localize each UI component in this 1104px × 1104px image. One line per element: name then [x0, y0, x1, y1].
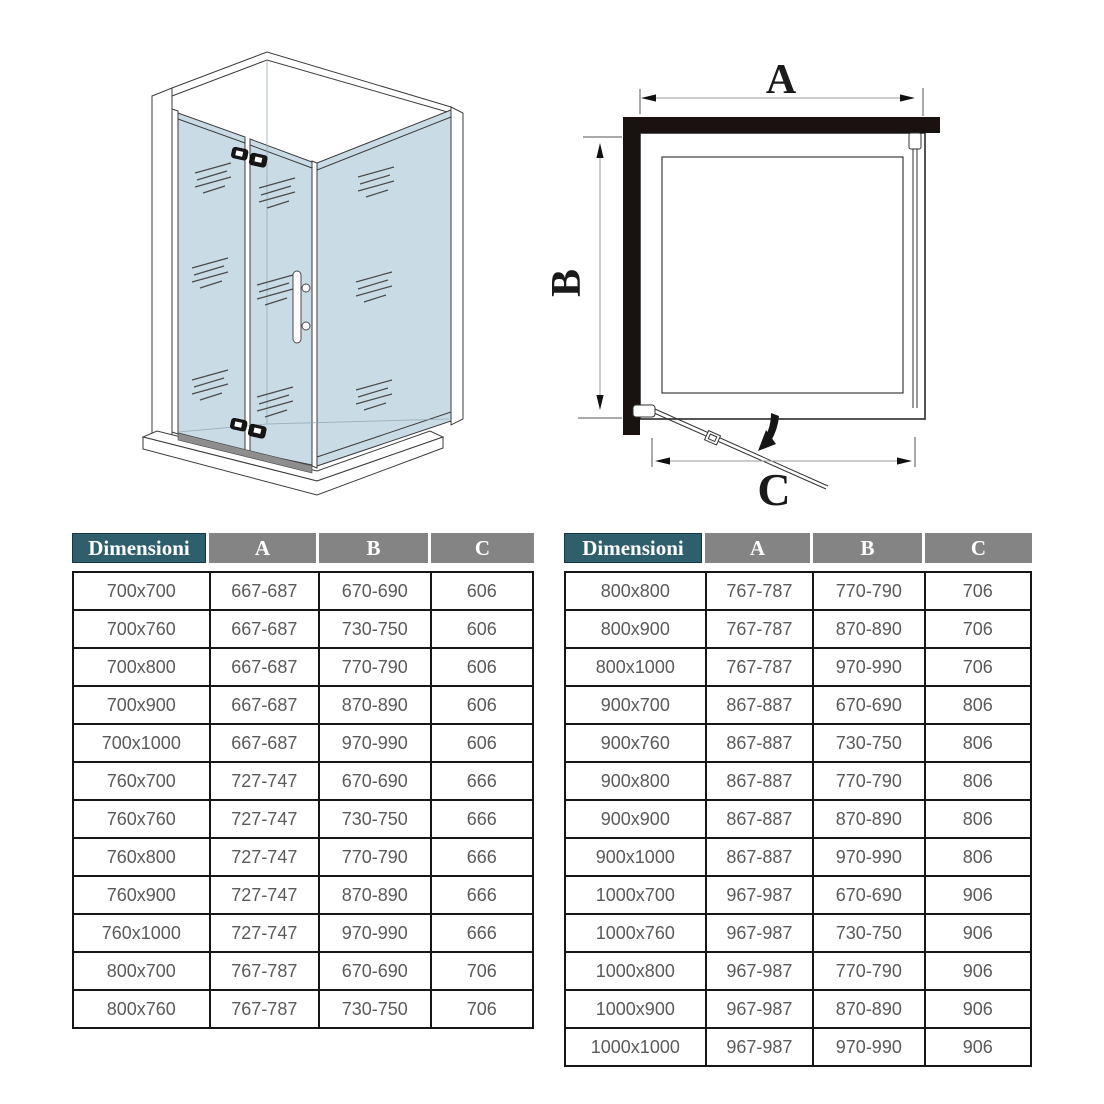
value-cell: 970-990	[319, 914, 430, 952]
spec-table-left-header	[72, 533, 534, 563]
size-cell: 900x760	[565, 724, 706, 762]
dim-label-b: B	[544, 268, 590, 298]
value-cell: 667-687	[210, 610, 319, 648]
col-header-c: C	[431, 533, 534, 563]
size-cell: 700x700	[73, 572, 210, 610]
spec-row	[565, 610, 1031, 648]
value-cell: 727-747	[210, 800, 319, 838]
spec-row	[73, 800, 533, 838]
dim-label-a: A	[765, 57, 797, 103]
value-cell: 867-887	[706, 686, 813, 724]
value-cell: 666	[431, 914, 534, 952]
value-cell: 867-887	[706, 762, 813, 800]
value-cell: 730-750	[813, 914, 924, 952]
spec-row	[73, 610, 533, 648]
spec-row	[565, 724, 1031, 762]
spec-row	[565, 990, 1031, 1028]
value-cell: 706	[925, 648, 1031, 686]
size-cell: 800x700	[73, 952, 210, 990]
dimension-a	[640, 57, 923, 116]
col-header-c: C	[925, 533, 1032, 563]
value-cell: 670-690	[319, 952, 430, 990]
spec-row	[73, 876, 533, 914]
dim-label-c: C	[757, 464, 791, 515]
value-cell: 870-890	[813, 610, 924, 648]
value-cell: 727-747	[210, 838, 319, 876]
size-cell: 760x900	[73, 876, 210, 914]
size-cell: 760x800	[73, 838, 210, 876]
value-cell: 666	[431, 876, 534, 914]
col-header-b: B	[319, 533, 431, 563]
size-cell: 800x900	[565, 610, 706, 648]
spec-row	[73, 648, 533, 686]
size-cell: 700x760	[73, 610, 210, 648]
col-header-dimensions: Dimensioni	[72, 533, 209, 563]
size-cell: 1000x900	[565, 990, 706, 1028]
dimension-c	[652, 437, 915, 515]
spec-row	[565, 1028, 1031, 1066]
spec-row	[73, 914, 533, 952]
value-cell: 867-887	[706, 800, 813, 838]
value-cell: 667-687	[210, 572, 319, 610]
value-cell: 767-787	[210, 952, 319, 990]
value-cell: 767-787	[210, 990, 319, 1028]
size-cell: 1000x700	[565, 876, 706, 914]
value-cell: 970-990	[813, 838, 924, 876]
col-header-a: A	[705, 533, 813, 563]
value-cell: 667-687	[210, 648, 319, 686]
size-cell: 900x900	[565, 800, 706, 838]
size-cell: 700x800	[73, 648, 210, 686]
spec-table-right-body	[564, 571, 1032, 1067]
spec-table-left	[72, 533, 534, 1029]
size-cell: 800x1000	[565, 648, 706, 686]
value-cell: 906	[925, 952, 1031, 990]
value-cell: 730-750	[319, 800, 430, 838]
col-header-a: A	[209, 533, 319, 563]
size-cell: 760x700	[73, 762, 210, 800]
value-cell: 666	[431, 838, 534, 876]
value-cell: 867-887	[706, 724, 813, 762]
spec-row	[565, 762, 1031, 800]
value-cell: 667-687	[210, 686, 319, 724]
dimension-b	[544, 137, 622, 418]
value-cell: 770-790	[813, 762, 924, 800]
spec-row	[73, 572, 533, 610]
value-cell: 867-887	[706, 838, 813, 876]
value-cell: 706	[431, 990, 534, 1028]
value-cell: 967-987	[706, 876, 813, 914]
spec-row	[565, 800, 1031, 838]
value-cell: 770-790	[319, 648, 430, 686]
value-cell: 967-987	[706, 914, 813, 952]
value-cell: 870-890	[813, 990, 924, 1028]
value-cell: 727-747	[210, 876, 319, 914]
value-cell: 770-790	[319, 838, 430, 876]
value-cell: 670-690	[813, 686, 924, 724]
value-cell: 670-690	[319, 572, 430, 610]
value-cell: 870-890	[319, 876, 430, 914]
value-cell: 670-690	[319, 762, 430, 800]
value-cell: 706	[925, 610, 1031, 648]
size-cell: 900x800	[565, 762, 706, 800]
spec-table-right	[564, 533, 1032, 1067]
spec-row	[73, 762, 533, 800]
isometric-shower-diagram	[100, 30, 500, 510]
value-cell: 666	[431, 800, 534, 838]
size-cell: 1000x760	[565, 914, 706, 952]
spec-row	[565, 838, 1031, 876]
size-cell: 1000x1000	[565, 1028, 706, 1066]
value-cell: 730-750	[813, 724, 924, 762]
spec-row	[73, 838, 533, 876]
spec-row	[73, 990, 533, 1028]
value-cell: 906	[925, 1028, 1031, 1066]
col-header-b: B	[813, 533, 925, 563]
value-cell: 906	[925, 990, 1031, 1028]
value-cell: 806	[925, 838, 1031, 876]
value-cell: 770-790	[813, 572, 924, 610]
spec-table-right-header	[564, 533, 1032, 563]
enclosure-outline	[640, 133, 925, 419]
size-cell: 900x1000	[565, 838, 706, 876]
spec-row	[73, 686, 533, 724]
value-cell: 606	[431, 724, 534, 762]
value-cell: 806	[925, 686, 1031, 724]
value-cell: 767-787	[706, 610, 813, 648]
value-cell: 727-747	[210, 762, 319, 800]
plan-view-diagram	[544, 40, 985, 520]
value-cell: 967-987	[706, 952, 813, 990]
size-cell: 700x900	[73, 686, 210, 724]
spec-row	[73, 952, 533, 990]
value-cell: 870-890	[813, 800, 924, 838]
value-cell: 970-990	[319, 724, 430, 762]
spec-row	[565, 914, 1031, 952]
size-cell: 700x1000	[73, 724, 210, 762]
value-cell: 730-750	[319, 990, 430, 1028]
value-cell: 667-687	[210, 724, 319, 762]
value-cell: 970-990	[813, 648, 924, 686]
value-cell: 967-987	[706, 1028, 813, 1066]
value-cell: 706	[431, 952, 534, 990]
value-cell: 670-690	[813, 876, 924, 914]
value-cell: 906	[925, 876, 1031, 914]
value-cell: 806	[925, 724, 1031, 762]
size-cell: 900x700	[565, 686, 706, 724]
spec-row	[73, 724, 533, 762]
value-cell: 906	[925, 914, 1031, 952]
size-cell: 1000x800	[565, 952, 706, 990]
value-cell: 967-987	[706, 990, 813, 1028]
value-cell: 806	[925, 762, 1031, 800]
value-cell: 767-787	[706, 572, 813, 610]
value-cell: 970-990	[813, 1028, 924, 1066]
spec-row	[565, 876, 1031, 914]
col-header-dimensions: Dimensioni	[564, 533, 705, 563]
spec-row	[565, 952, 1031, 990]
size-cell: 760x760	[73, 800, 210, 838]
spec-row	[565, 648, 1031, 686]
value-cell: 730-750	[319, 610, 430, 648]
value-cell: 606	[431, 648, 534, 686]
value-cell: 706	[925, 572, 1031, 610]
value-cell: 767-787	[706, 648, 813, 686]
value-cell: 606	[431, 610, 534, 648]
value-cell: 806	[925, 800, 1031, 838]
size-cell: 800x800	[565, 572, 706, 610]
size-cell: 760x1000	[73, 914, 210, 952]
size-cell: 800x760	[73, 990, 210, 1028]
value-cell: 727-747	[210, 914, 319, 952]
spec-table-left-body	[72, 571, 534, 1029]
value-cell: 770-790	[813, 952, 924, 990]
value-cell: 606	[431, 572, 534, 610]
spec-row	[565, 572, 1031, 610]
spec-row	[565, 686, 1031, 724]
value-cell: 606	[431, 686, 534, 724]
value-cell: 666	[431, 762, 534, 800]
value-cell: 870-890	[319, 686, 430, 724]
